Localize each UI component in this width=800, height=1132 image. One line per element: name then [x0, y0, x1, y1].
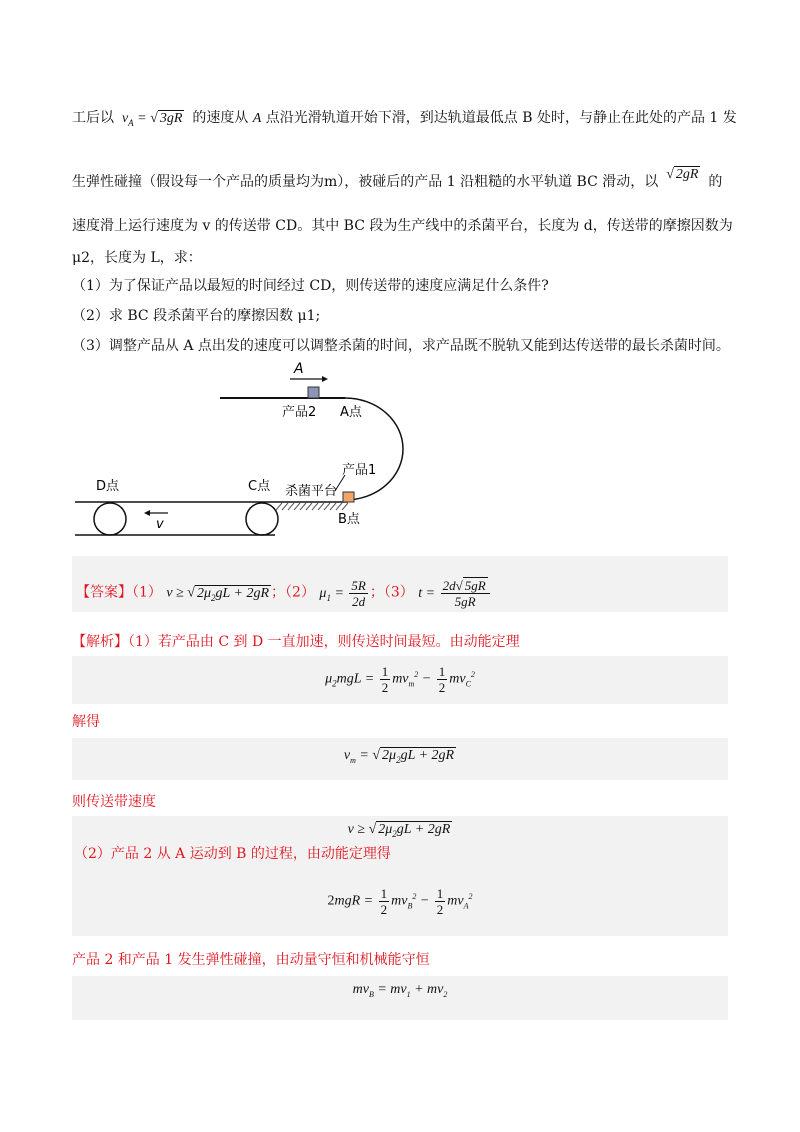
vA-formula: $v_A$ = √ 3gR — [118, 111, 183, 128]
solution-step-2: 解得 — [72, 714, 100, 730]
line1-mid: 的速度从 — [192, 110, 249, 126]
label-A-arrow: A — [294, 361, 304, 377]
solution-step-5: 产品 2 和产品 1 发生弹性碰撞，由动量守恒和机械能守恒 — [72, 952, 430, 968]
answer-part2-label: ；（2） — [271, 584, 315, 601]
answer-tag: 【答案】 — [76, 584, 132, 601]
equation-5: $mv_B = mv_1 + mv_2$ — [352, 982, 448, 999]
problem-line-4: μ2，长度为 L，求： — [72, 250, 202, 266]
equation-box-1 — [72, 656, 728, 704]
answer-part3-label: ；（3） — [369, 584, 414, 601]
equation-1: $\mu_2mgL$ = $\frac{1}{2}$ $mv_m^2$ − $\frac{1}{2}$ $mv_C^2$ — [325, 664, 475, 695]
sqrt-2gR: √ 2gR — [666, 167, 699, 182]
right-pulley — [246, 503, 278, 535]
equation-box-5 — [72, 976, 728, 1020]
question-3: （3）调整产品从 A 点出发的速度可以调整杀菌的时间，求产品既不脱轨又能到达传送带的最长杀菌时间。 — [72, 338, 730, 354]
label-product2: 产品2 — [282, 405, 317, 420]
label-B: B点 — [338, 512, 360, 527]
line1-rest: 点沿光滑轨道开始下滑，到达轨道最低点 B 处时，与静止在此处的产品 1 发 — [265, 110, 737, 126]
label-platform: 杀菌平台 — [285, 484, 338, 499]
label-A-point: A点 — [340, 405, 362, 420]
problem-line-2 — [72, 167, 723, 193]
equation-box-4 — [72, 864, 728, 936]
left-pulley — [94, 503, 126, 535]
equation-box-2 — [72, 738, 728, 780]
equation-3: v ≥ √ $2\mu_2gL + 2gR$ — [347, 822, 451, 839]
label-C: C点 — [248, 479, 271, 494]
equation-4: 2mgR = $\frac{1}{2}$ $mv_B^2$ − $\frac{1}{2}$ $mv_A^2$ — [327, 886, 473, 917]
answer-line — [76, 578, 492, 609]
line1-prefix: 工后以 — [72, 110, 114, 126]
solution-step-4: （2）产品 2 从 A 运动到 B 的过程，由动能定理得 — [74, 846, 391, 862]
solution-step-1: （1）若产品由 C 到 D 一直加速，则传送时间最短。由动能定理 — [128, 634, 520, 650]
line2-end: 的 — [708, 174, 723, 190]
label-v: v — [156, 517, 164, 532]
equation-2: $v_m$ = √ $2\mu_2gL + 2gR$ — [343, 748, 455, 765]
solution-tag: 【解析】 — [72, 634, 128, 650]
label-D: D点 — [96, 479, 120, 494]
answer-box — [72, 556, 728, 612]
answer-part1-label: （1） — [132, 584, 162, 601]
problem-line-1 — [72, 108, 737, 133]
platform-hatch — [276, 503, 348, 510]
answer-2-formula: $\mu_1$ = $\frac{5R}{2d}$ — [319, 578, 366, 609]
answer-3-formula: t = $\frac{2d√ 5gR}{5gR}$ — [418, 586, 491, 601]
question-2: （2）求 BC 段杀菌平台的摩擦因数 μ1; — [72, 308, 321, 324]
answer-1-formula: v ≥ √ $2\mu_2gL + 2gR$ — [166, 585, 270, 603]
line2-text: 生弹性碰撞（假设每一个产品的质量均为m），被碰后的产品 1 沿粗糙的水平轨道 BC 滑动，以 — [72, 174, 659, 190]
label-product1: 产品1 — [342, 463, 377, 478]
point-A-text: A — [252, 111, 262, 126]
arrow-A-head — [322, 376, 328, 382]
question-1: （1）为了保证产品以最短的时间经过 CD，则传送带的速度应满足什么条件? — [72, 278, 549, 294]
solution-step-3: 则传送带速度 — [72, 794, 156, 810]
equation-box-3 — [72, 816, 728, 864]
product-2-block — [308, 387, 319, 398]
product-1-block — [343, 492, 354, 502]
arrow-v-head — [144, 510, 150, 516]
conveyor-diagram — [60, 358, 460, 548]
problem-line-3: 速度滑上运行速度为 v 的传送带 CD。其中 BC 段为生产线中的杀菌平台，长度为 d，传送带的摩擦因数为 — [72, 218, 733, 234]
solution-header — [72, 632, 520, 652]
